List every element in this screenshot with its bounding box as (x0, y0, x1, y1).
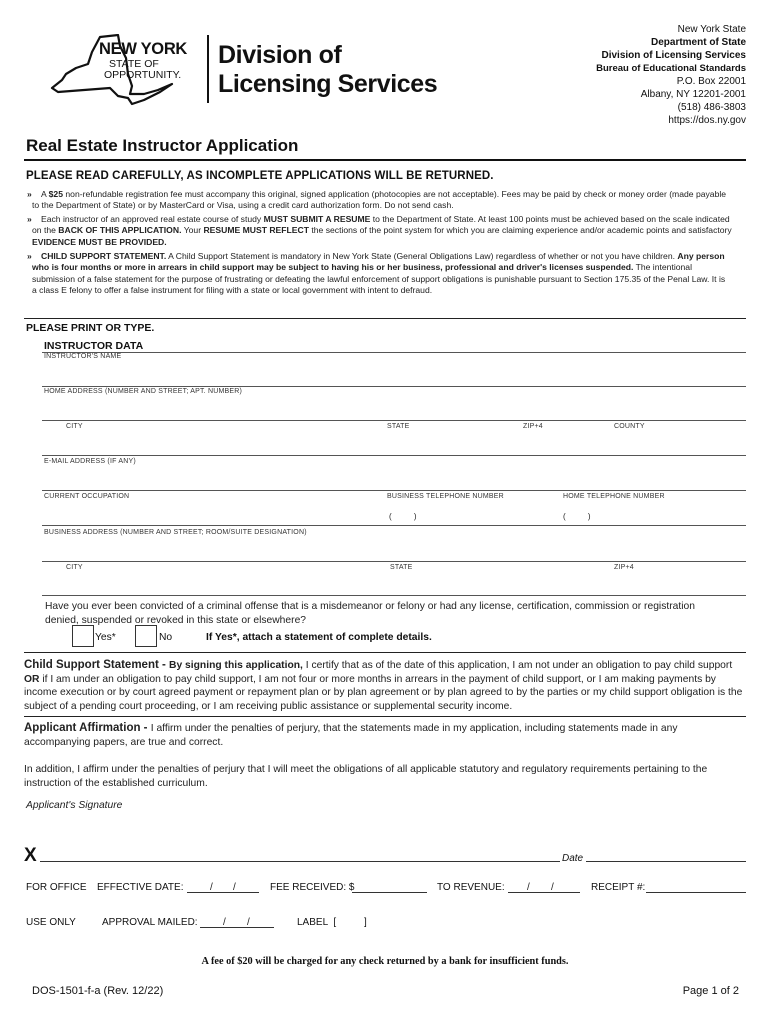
effective-date-field[interactable] (187, 892, 259, 893)
business-address-field[interactable] (42, 561, 746, 562)
section-rule (24, 318, 746, 319)
label-home-phone: HOME TELEPHONE NUMBER (563, 493, 665, 500)
home-address-field[interactable] (42, 420, 746, 421)
for-office-label: FOR OFFICE (26, 882, 87, 893)
signature-x-mark: X (24, 845, 37, 866)
no-checkbox[interactable] (135, 625, 157, 647)
section-rule-2 (24, 652, 746, 653)
label-zip2: ZIP+4 (614, 564, 634, 571)
label-city2: CITY (66, 564, 83, 571)
print-heading: PLEASE PRINT OR TYPE. (26, 322, 155, 334)
ny-logo-line1: NEW YORK (99, 40, 188, 58)
child-support-statement: Child Support Statement - By signing this application, I certify that as of the date of this application, I am not under an obligation to pay child support OR if I am under an obligation to pay child support, I am not four or more months in arrears in the payment of child support, or I am making payments by income execution or by court agreed payment or repayment plan or by plan agreement or by plan agreed to by the parties or my child support obligation is the subject of a pending court proceeding, or I am receiving public assistance or supplemental security income. (24, 659, 743, 712)
ny-logo-line2: STATE OF (109, 58, 159, 70)
to-revenue-label: TO REVENUE: (437, 882, 505, 893)
double-chevron-icon: » (27, 214, 32, 224)
bullet-fee: » A $25 non-refundable registration fee must accompany this original, signed application (photocopies are not acceptable). Fees may be paid by check or money order (made payable to the Department of State) or by MasterCard or Visa, using a credit card authorization form. Do not send cash. (27, 189, 727, 211)
returned-check-fee-notice: A fee of $20 will be charged for any check returned by a bank for insufficient funds. (201, 956, 569, 967)
double-chevron-icon: » (27, 251, 32, 261)
logo-divider (207, 35, 209, 103)
applicant-affirmation: Applicant Affirmation - I affirm under the penalties of perjury, that the statements made in my application, including statements made in any accompanying papers, are true and correct. (24, 722, 678, 748)
label-instructor-name: INSTRUCTOR'S NAME (44, 353, 122, 360)
notice-heading: PLEASE READ CAREFULLY, AS INCOMPLETE APPLICATIONS WILL BE RETURNED. (26, 170, 494, 182)
receipt-label: RECEIPT #: (591, 882, 646, 893)
business-phone-area[interactable]: ( ) (389, 512, 417, 521)
occupation-phone-field[interactable] (42, 525, 746, 526)
approval-mailed-field[interactable] (200, 927, 274, 928)
city-state-zip-field[interactable] (42, 455, 746, 456)
approval-slash-2: / (247, 917, 250, 928)
name-top-rule (42, 352, 746, 353)
effective-date-label: EFFECTIVE DATE: (97, 882, 184, 893)
receipt-field[interactable] (646, 892, 746, 893)
fee-received-label: FEE RECEIVED: $ (270, 882, 355, 893)
agency-phone: (518) 486-3803 (677, 102, 746, 113)
agency-website[interactable]: https://dos.ny.gov (668, 115, 746, 126)
double-chevron-icon: » (27, 189, 32, 199)
label-business-phone: BUSINESS TELEPHONE NUMBER (387, 493, 504, 500)
agency-address-block (596, 23, 746, 127)
date-field[interactable] (586, 861, 746, 862)
agency-state: New York State (677, 24, 746, 35)
email-field[interactable] (42, 490, 746, 491)
title-rule (24, 159, 746, 161)
fee-received-field[interactable] (352, 892, 427, 893)
label-box-open: LABEL [ (297, 917, 337, 928)
business-city-state-zip-field[interactable] (42, 595, 746, 596)
yes-note: If Yes*, attach a statement of complete details. (206, 632, 432, 643)
date-label: Date (562, 853, 584, 864)
affirmation-addition: In addition, I affirm under the penalties of perjury that I will meet the obligations of all applicable statutory and regulatory requirements pertaining to the instruction of the established curriculum. (24, 764, 708, 789)
signature-label: Applicant's Signature (26, 800, 123, 811)
form-number: DOS-1501-f-a (Rev. 12/22) (32, 985, 164, 997)
instructor-name-field[interactable] (42, 386, 746, 387)
approval-slash-1: / (223, 917, 226, 928)
yes-label: Yes* (95, 632, 116, 643)
yes-checkbox[interactable] (72, 625, 94, 647)
home-phone-area[interactable]: ( ) (563, 512, 591, 521)
page-number: Page 1 of 2 (682, 985, 739, 997)
approval-mailed-label: APPROVAL MAILED: (102, 917, 198, 928)
agency-department: Department of State (650, 37, 746, 48)
label-state2: STATE (390, 564, 413, 571)
agency-po-box: P.O. Box 22001 (676, 76, 746, 87)
agency-city: Albany, NY 12201-2001 (640, 89, 746, 100)
label-zip: ZIP+4 (523, 423, 543, 430)
effective-date-slash-2: / (233, 882, 236, 893)
label-home-address: HOME ADDRESS (NUMBER AND STREET; APT. NUMBER) (44, 388, 243, 395)
division-title-line1: Division of (218, 41, 342, 69)
label-occupation: CURRENT OCCUPATION (44, 493, 130, 500)
signature-field[interactable] (40, 861, 560, 862)
division-title-line2: Licensing Services (218, 70, 438, 98)
bullet-resume: » Each instructor of an approved real estate course of study MUST SUBMIT A RESUME to the Department of State. At least 100 points must be achieved based on the scale indicated on the BACK OF THIS APPLICATION. Your RESUME MUST REFLECT the sections of the point system for which you are claiming experience and/or academic points and satisfactory EVIDENCE MUST BE PROVIDED. (27, 214, 732, 247)
bullet-child-support: » CHILD SUPPORT STATEMENT. A Child Support Statement is mandatory in New York State (General Obligations Law) regardless of whether or not you have children. Any person who is four months or more in arrears in child support may be subject to having his or her business, professional and driver's licenses suspended. The intentional submission of a false statement for the purpose of frustrating or defeating the lawful enforcement of support obligations is punishable pursuant to Section 175.35 of the Penal Law. It is a class E felony to offer a false instrument for filing with a state or local government with intent to defraud. (27, 251, 726, 296)
label-box-close: ] (364, 917, 367, 928)
instructor-data-heading: INSTRUCTOR DATA (44, 340, 144, 352)
to-revenue-slash-2: / (551, 882, 554, 893)
agency-division: Division of Licensing Services (601, 50, 746, 61)
section-rule-3 (24, 716, 746, 717)
conviction-question: Have you ever been convicted of a criminal offense that is a misdemeanor or felony or had any license, certification, commission or registration denied, suspended or revoked in this state or elsewhere? (45, 601, 695, 626)
label-business-address: BUSINESS ADDRESS (NUMBER AND STREET; ROOM/SUITE DESIGNATION) (44, 529, 307, 536)
form-title: Real Estate Instructor Application (26, 136, 299, 155)
label-county: COUNTY (614, 423, 645, 430)
ny-logo-line3: OPPORTUNITY. (104, 69, 182, 81)
no-label: No (159, 632, 173, 643)
label-state: STATE (387, 423, 410, 430)
to-revenue-slash-1: / (527, 882, 530, 893)
to-revenue-field[interactable] (508, 892, 580, 893)
label-city: CITY (66, 423, 83, 430)
use-only-label: USE ONLY (26, 917, 76, 928)
agency-bureau: Bureau of Educational Standards (596, 63, 746, 74)
effective-date-slash-1: / (210, 882, 213, 893)
label-email: E-MAIL ADDRESS (IF ANY) (44, 458, 136, 465)
